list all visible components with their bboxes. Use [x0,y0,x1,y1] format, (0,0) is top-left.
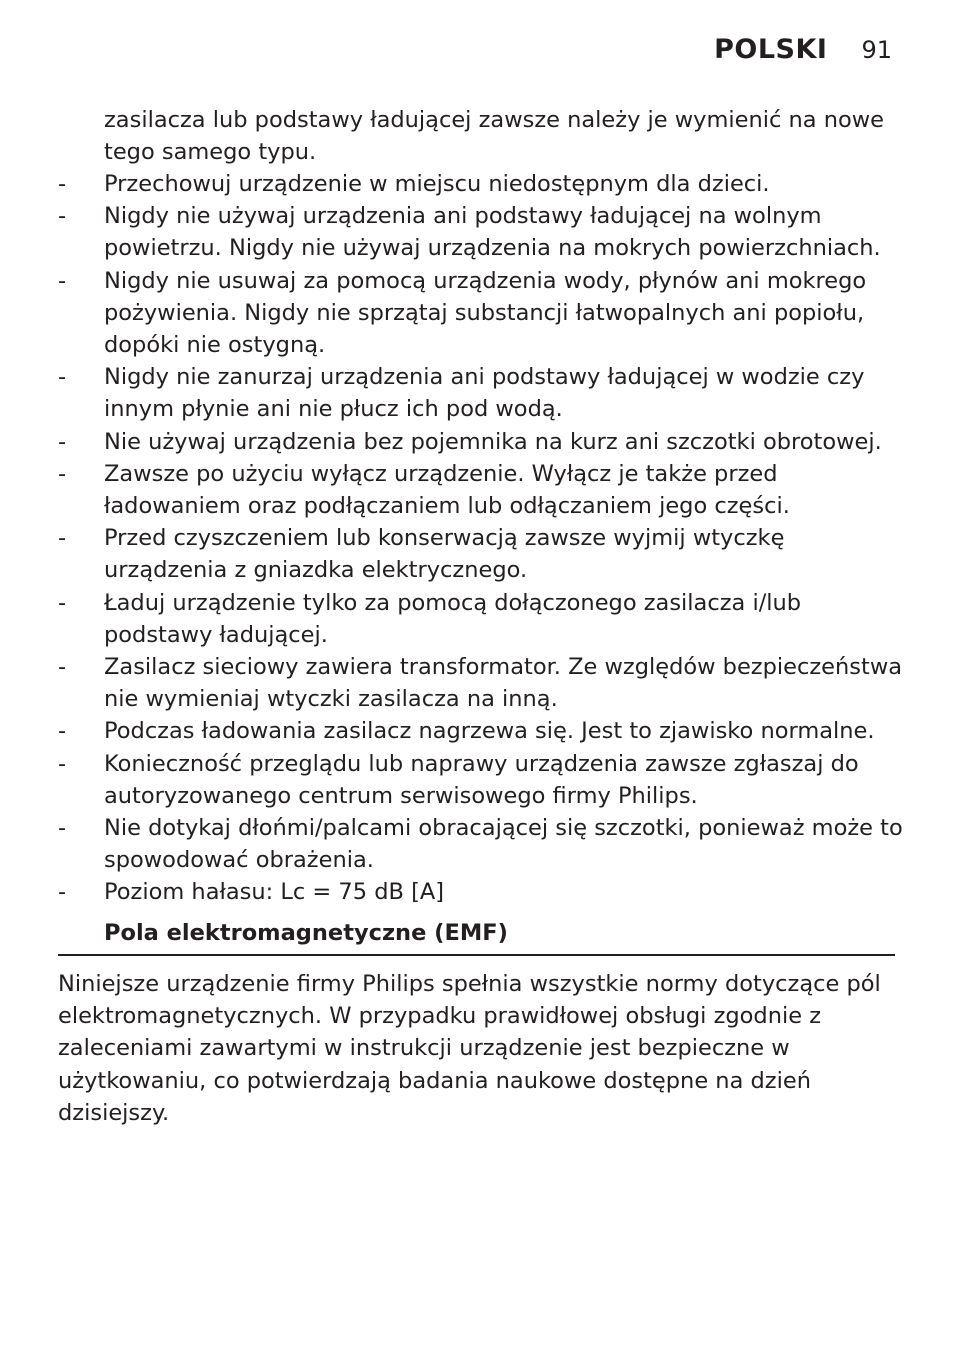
list-item [58,265,904,362]
list-item [58,458,904,522]
section-heading: Pola elektromagnetyczne (EMF) [104,920,508,946]
list-item [58,876,904,908]
bullet-text: Zawsze po użyciu wyłącz urządzenie. Wyłącz je także przed ładowaniem oraz podłączaniem lub odłączaniem jego części. [104,460,790,520]
section-divider [58,954,895,956]
page-header [714,34,892,65]
bullet-text: Nie używaj urządzenia bez pojemnika na kurz ani szczotki obrotowej. [104,428,882,455]
bullet-marker: - [58,718,67,745]
bullet-text: Nigdy nie używaj urządzenia ani podstawy ładującej na wolnym powietrzu. Nigdy nie używaj urządzenia na mokrych powierzchniach. [104,203,881,262]
page-number: 91 [861,36,892,64]
list-item [58,812,904,876]
bullet-text: Ładuj urządzenie tylko za pomocą dołączonego zasilacza i/lub podstawy ładującej. [104,589,802,648]
bullet-marker: - [58,654,67,681]
list-item [58,361,904,425]
bullet-marker: - [58,203,67,230]
list-item [58,426,904,458]
bullet-text: Nigdy nie zanurzaj urządzenia ani podstawy ładującej w wodzie czy innym płynie ani nie płucz ich pod wodą. [104,364,865,423]
header-language: POLSKI [714,34,828,65]
bullet-text: Nie dotykaj dłońmi/palcami obracającej się szczotki, ponieważ może to spowodować obrażenia. [104,815,903,874]
bullet-marker: - [58,879,67,906]
bullet-marker: - [58,525,67,552]
bullet-text: Nigdy nie usuwaj za pomocą urządzenia wody, płynów ani mokrego pożywienia. Nigdy nie sprzątaj substancji łatwopalnych ani popiołu, dopóki nie ostygną. [104,267,867,359]
bullet-text: Przed czyszczeniem lub konserwacją zawsze wyjmij wtyczkę urządzenia z gniazdka elektrycznego. [104,525,785,584]
bullet-text: Zasilacz sieciowy zawiera transformator. Ze względów bezpieczeństwa nie wymieniaj wtyczki zasilacza na inną. [104,654,903,713]
bullet-text: Konieczność przeglądu lub naprawy urządzenia zawsze zgłaszaj do autoryzowanego centrum serwisowego firmy Philips. [104,750,859,809]
list-item [58,522,904,586]
section-body: Niniejsze urządzenie firmy Philips spełnia wszystkie normy dotyczące pól elektromagnetycznych. W przypadku prawidłowej obsługi zgodnie z zaleceniami zawartymi w instrukcji urządzenie jest bezpieczne w użytkowaniu, co potwierdzają badania naukowe dostępne na dzień dzisiejszy. [58,971,881,1126]
bullet-text: Przechowuj urządzenie w miejscu niedostępnym dla dzieci. [104,171,770,197]
bullet-marker: - [58,589,67,616]
bullet-marker: - [58,267,67,294]
bullet-marker: - [58,364,67,391]
list-item [58,651,904,715]
bullet-marker: - [58,750,67,777]
bullet-text: Poziom hałasu: Lc = 75 dB [A] [104,879,445,906]
bullet-marker: - [58,428,67,455]
list-item [58,587,904,651]
bullet-marker: - [58,171,67,197]
list-item [58,748,904,812]
list-item [58,715,904,747]
bullet-marker: - [58,460,67,487]
intro-paragraph: zasilacza lub podstawy ładującej zawsze należy je wymienić na nowe tego samego typu. [104,107,885,166]
safety-bullet-list [58,168,904,909]
list-item [58,200,904,264]
bullet-marker: - [58,815,67,842]
list-item [58,168,904,200]
bullet-text: Podczas ładowania zasilacz nagrzewa się. Jest to zjawisko normalne. [104,718,875,745]
